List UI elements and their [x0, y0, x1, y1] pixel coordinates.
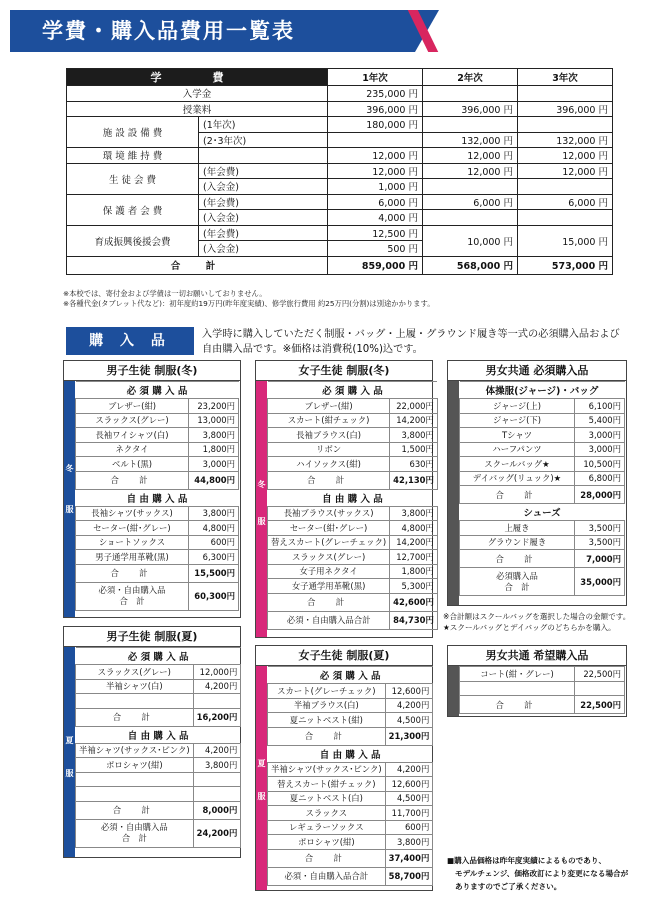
item-price: 3,800円	[390, 428, 438, 443]
item-price: 4,200円	[385, 698, 433, 713]
item-name: 男子通学用革靴(黒)	[76, 550, 189, 565]
fee-value: 12,000 円	[423, 148, 518, 164]
subtotal-label: 合 計	[268, 849, 386, 867]
subtotal-label: 合 計	[76, 564, 189, 582]
fee-value	[518, 86, 613, 102]
subtotal-value: 37,400円	[385, 849, 433, 867]
item-name: グラウンド履き	[460, 535, 575, 550]
girls-summer-panel	[255, 645, 433, 891]
subtotal-value: 44,800円	[189, 471, 239, 489]
boys-summer-table	[75, 647, 241, 848]
item-price: 14,200円	[390, 535, 438, 550]
fee-value: 12,500 円	[328, 225, 423, 241]
item-name: ショートソックス	[76, 535, 189, 550]
item-name: 女子通学用革靴(黒)	[268, 579, 390, 594]
fee-value: 132,000 円	[518, 132, 613, 148]
section-header: 必 須 購 入 品	[268, 382, 438, 399]
fee-label: 入学金	[67, 86, 328, 102]
panel-title: 女子生徒 制服(冬)	[256, 361, 432, 381]
item-name: 上履き	[460, 521, 575, 536]
panel-title: 女子生徒 制服(夏)	[256, 646, 432, 666]
item-name: デイバッグ(リュック)★	[460, 471, 575, 486]
panel-title: 男女共通 希望購入品	[448, 646, 626, 666]
fee-header-year3: 3年次	[518, 69, 613, 86]
item-name: ハーフパンツ	[460, 442, 575, 457]
item-name: 半袖シャツ(白)	[76, 679, 194, 694]
grand-total-value: 24,200円	[193, 819, 241, 847]
fee-value: 500 円	[328, 241, 423, 257]
side-strip: 夏 服	[64, 647, 75, 857]
item-name: スラックス(グレー)	[76, 413, 189, 428]
item-price: 11,700円	[385, 806, 433, 821]
side-strip	[448, 381, 459, 605]
item-price: 1,500円	[390, 442, 438, 457]
grand-total-label: 必須購入品 合 計	[460, 568, 575, 596]
girls-winter-panel	[255, 360, 433, 638]
fee-value: 12,000 円	[518, 148, 613, 164]
item-price: 3,800円	[390, 506, 438, 521]
fee-sublabel: (年会費)	[199, 194, 328, 210]
purchase-description: 入学時に購入していただく制服・バッグ・上履・グラウンド履き等一式の必須購入品および 自由購入品です。※価格は消費税(10%)込です。	[202, 329, 620, 355]
item-price: 4,200円	[385, 762, 433, 777]
item-name: ジャージ(下)	[460, 413, 575, 428]
fee-value: 10,000 円	[423, 225, 518, 256]
fee-label: 保 護 者 会 費	[67, 194, 199, 225]
panel-title: 男子生徒 制服(夏)	[64, 627, 240, 647]
item-name: スラックス(グレー)	[268, 550, 390, 565]
item-name: スラックス	[268, 806, 386, 821]
fee-value: 396,000 円	[423, 101, 518, 117]
item-price: 5,300円	[390, 579, 438, 594]
fee-value: 12,000 円	[423, 163, 518, 179]
page-title: 学費・購入品費用一覧表	[10, 10, 415, 52]
fee-header-label: 学 費	[67, 69, 328, 86]
grand-total-label: 必須・自由購入品合計	[268, 611, 390, 629]
item-price: 23,200円	[189, 399, 239, 414]
fee-sublabel: (入会金)	[199, 241, 328, 257]
grand-total-value: 58,700円	[385, 867, 433, 885]
subtotal-label: 合 計	[460, 696, 575, 714]
item-price: 14,200円	[390, 413, 438, 428]
subtotal-value: 21,300円	[385, 727, 433, 745]
fee-value: 12,000 円	[328, 163, 423, 179]
item-name: 半袖ブラウス(白)	[268, 698, 386, 713]
section-header: 必 須 購 入 品	[76, 648, 241, 665]
item-price: 12,700円	[390, 550, 438, 565]
fee-value: 6,000 円	[423, 194, 518, 210]
subtotal-label: 合 計	[460, 486, 575, 504]
subtotal-value: 8,000円	[193, 801, 241, 819]
item-price: 1,800円	[390, 564, 438, 579]
tuition-table	[66, 68, 613, 275]
item-name: レギュラーソックス	[268, 820, 386, 835]
subtotal-label: 合 計	[76, 471, 189, 489]
item-price: 3,500円	[575, 521, 625, 536]
item-price: 22,500円	[575, 667, 625, 682]
common-required-note: ※合計額はスクールバッグを選択した場合の金額です。 ★スクールバッグとデイバッグのどちらかを購入。	[443, 612, 631, 632]
item-price: 6,800円	[575, 471, 625, 486]
section-header: 自 由 購 入 品	[76, 726, 241, 743]
item-price: 6,100円	[575, 399, 625, 414]
item-name: スカート(グレーチェック)	[268, 684, 386, 699]
subtotal-label: 合 計	[268, 471, 390, 489]
fee-sublabel: (年会費)	[199, 225, 328, 241]
boys-winter-table	[75, 381, 239, 611]
item-price: 3,000円	[575, 442, 625, 457]
item-name: リボン	[268, 442, 390, 457]
fee-header-year1: 1年次	[328, 69, 423, 86]
section-header: 自 由 購 入 品	[76, 489, 239, 506]
section-header: 自 由 購 入 品	[268, 745, 433, 762]
section-header: 必 須 購 入 品	[268, 667, 433, 684]
side-strip: 夏 服	[256, 666, 267, 890]
item-price: 6,300円	[189, 550, 239, 565]
item-price: 12,600円	[385, 777, 433, 792]
subtotal-label: 合 計	[268, 727, 386, 745]
item-price: 1,800円	[189, 442, 239, 457]
side-strip: 冬 服	[256, 381, 267, 637]
common-optional-panel	[447, 645, 627, 717]
fee-sublabel: (2･3年次)	[199, 132, 328, 148]
grand-total-value: 35,000円	[575, 568, 625, 596]
grand-total-value: 84,730円	[390, 611, 438, 629]
fee-value: 396,000 円	[518, 101, 613, 117]
fee-value: 132,000 円	[423, 132, 518, 148]
item-name: スラックス(グレー)	[76, 665, 194, 680]
item-name: 長袖シャツ(サックス)	[76, 506, 189, 521]
item-name: セーター(紺･グレー)	[76, 521, 189, 536]
price-disclaimer: ■購入品価格は昨年度実績によるものであり、 モデルチェンジ、価格改訂により変更になる場合が ありますのでご了承ください。	[447, 856, 629, 891]
item-price: 4,500円	[385, 791, 433, 806]
fee-label: 授業料	[67, 101, 328, 117]
subtotal-value: 42,600円	[390, 593, 438, 611]
item-price: 3,500円	[575, 535, 625, 550]
section-header: 必 須 購 入 品	[76, 382, 239, 399]
subtotal-value: 7,000円	[575, 550, 625, 568]
item-name: ベルト(黒)	[76, 457, 189, 472]
subtotal-value: 22,500円	[575, 696, 625, 714]
fee-label: 育成振興後援会費	[67, 225, 199, 256]
item-name: ジャージ(上)	[460, 399, 575, 414]
item-price: 5,400円	[575, 413, 625, 428]
item-name: ポロシャツ(紺)	[76, 758, 194, 773]
item-name: 夏ニットベスト(紺)	[268, 713, 386, 728]
fee-value: 1,000 円	[328, 179, 423, 195]
fee-value	[423, 86, 518, 102]
subtotal-label: 合 計	[268, 593, 390, 611]
fee-note: ※各種代金(タブレット代など)：初年度約19万円(昨年度実績)、修学旅行費用 約25万円(分割)は別途かかります。	[63, 299, 435, 308]
fee-total-value: 573,000 円	[518, 256, 613, 274]
section-header: シューズ	[460, 504, 625, 521]
common-required-panel	[447, 360, 627, 606]
fee-label: 環 境 維 持 費	[67, 148, 199, 164]
item-name: ネクタイ	[76, 442, 189, 457]
item-price: 12,600円	[385, 684, 433, 699]
boys-summer-panel	[63, 626, 241, 858]
item-name: 半袖シャツ(サックス･ピンク)	[268, 762, 386, 777]
subtotal-label: 合 計	[76, 801, 194, 819]
fee-value: 4,000 円	[328, 210, 423, 226]
grand-total-label: 必須・自由購入品 合 計	[76, 582, 189, 610]
item-price: 3,000円	[575, 428, 625, 443]
item-price: 3,800円	[385, 835, 433, 850]
item-price: 4,500円	[385, 713, 433, 728]
fee-total-value: 568,000 円	[423, 256, 518, 274]
item-price: 3,800円	[189, 428, 239, 443]
item-name: コート(紺・グレー)	[460, 667, 575, 682]
fee-value: 235,000 円	[328, 86, 423, 102]
item-name: ブレザー(紺)	[76, 399, 189, 414]
subtotal-value: 16,200円	[193, 708, 241, 726]
item-price: 4,200円	[193, 743, 241, 758]
fee-value: 6,000 円	[328, 194, 423, 210]
item-name: ブレザー(紺)	[268, 399, 390, 414]
fee-value: 396,000 円	[328, 101, 423, 117]
subtotal-value: 42,130円	[390, 471, 438, 489]
item-price: 3,800円	[189, 506, 239, 521]
common-required-table	[459, 381, 625, 596]
section-header: 自 由 購 入 品	[268, 489, 438, 506]
grand-total-label: 必須・自由購入品合計	[268, 867, 386, 885]
fee-value: 180,000 円	[328, 117, 423, 133]
subtotal-value: 28,000円	[575, 486, 625, 504]
fee-label: 生 徒 会 費	[67, 163, 199, 194]
fee-sublabel: (1年次)	[199, 117, 328, 133]
item-name: 替えスカート(グレーチェック)	[268, 535, 390, 550]
side-strip	[448, 666, 459, 716]
item-price: 3,800円	[193, 758, 241, 773]
subtotal-label: 合 計	[76, 708, 194, 726]
fee-total-label: 合 計	[67, 256, 328, 274]
fee-value: 12,000 円	[328, 148, 423, 164]
item-price: 13,000円	[189, 413, 239, 428]
fee-value: 6,000 円	[518, 194, 613, 210]
item-name: 女子用ネクタイ	[268, 564, 390, 579]
grand-total-value: 60,300円	[189, 582, 239, 610]
section-header: 体操服(ジャージ)・バッグ	[460, 382, 625, 399]
item-price: 600円	[189, 535, 239, 550]
item-price: 3,000円	[189, 457, 239, 472]
panel-title: 男女共通 必須購入品	[448, 361, 626, 381]
item-name: ポロシャツ(紺)	[268, 835, 386, 850]
side-strip: 冬 服	[64, 381, 75, 617]
boys-winter-panel	[63, 360, 241, 618]
fee-sublabel: (入会金)	[199, 179, 328, 195]
common-optional-table	[459, 666, 625, 714]
fee-sublabel: (入会金)	[199, 210, 328, 226]
item-price: 4,200円	[193, 679, 241, 694]
item-name: スカート(紺チェック)	[268, 413, 390, 428]
item-price: 22,000円	[390, 399, 438, 414]
fee-value: 12,000 円	[518, 163, 613, 179]
item-name: 長袖ブラウス(白)	[268, 428, 390, 443]
item-price: 630円	[390, 457, 438, 472]
fee-total-value: 859,000 円	[328, 256, 423, 274]
fee-header-year2: 2年次	[423, 69, 518, 86]
item-name: Tシャツ	[460, 428, 575, 443]
grand-total-label: 必須・自由購入品 合 計	[76, 819, 194, 847]
item-name: 半袖シャツ(サックス･ピンク)	[76, 743, 194, 758]
item-name: 長袖ブラウス(サックス)	[268, 506, 390, 521]
item-name: セーター(紺･グレー)	[268, 521, 390, 536]
item-name: スクールバッグ★	[460, 457, 575, 472]
item-name: 長袖ワイシャツ(白)	[76, 428, 189, 443]
subtotal-label: 合 計	[460, 550, 575, 568]
item-price: 10,500円	[575, 457, 625, 472]
item-price: 4,800円	[189, 521, 239, 536]
fee-note: ※本校では、寄付金および学債は一切お願いしておりません。	[63, 289, 267, 298]
panel-title: 男子生徒 制服(冬)	[64, 361, 240, 381]
girls-summer-table	[267, 666, 433, 886]
item-price: 12,000円	[193, 665, 241, 680]
purchase-section-label: 購 入 品	[66, 327, 194, 355]
item-price: 600円	[385, 820, 433, 835]
subtotal-value: 15,500円	[189, 564, 239, 582]
fee-sublabel: (年会費)	[199, 163, 328, 179]
item-name: ハイソックス(紺)	[268, 457, 390, 472]
item-name: 替えスカート(紺チェック)	[268, 777, 386, 792]
girls-winter-table	[267, 381, 438, 630]
fee-label: 施 設 設 備 費	[67, 117, 199, 148]
item-name: 夏ニットベスト(白)	[268, 791, 386, 806]
fee-value: 15,000 円	[518, 225, 613, 256]
item-price: 4,800円	[390, 521, 438, 536]
